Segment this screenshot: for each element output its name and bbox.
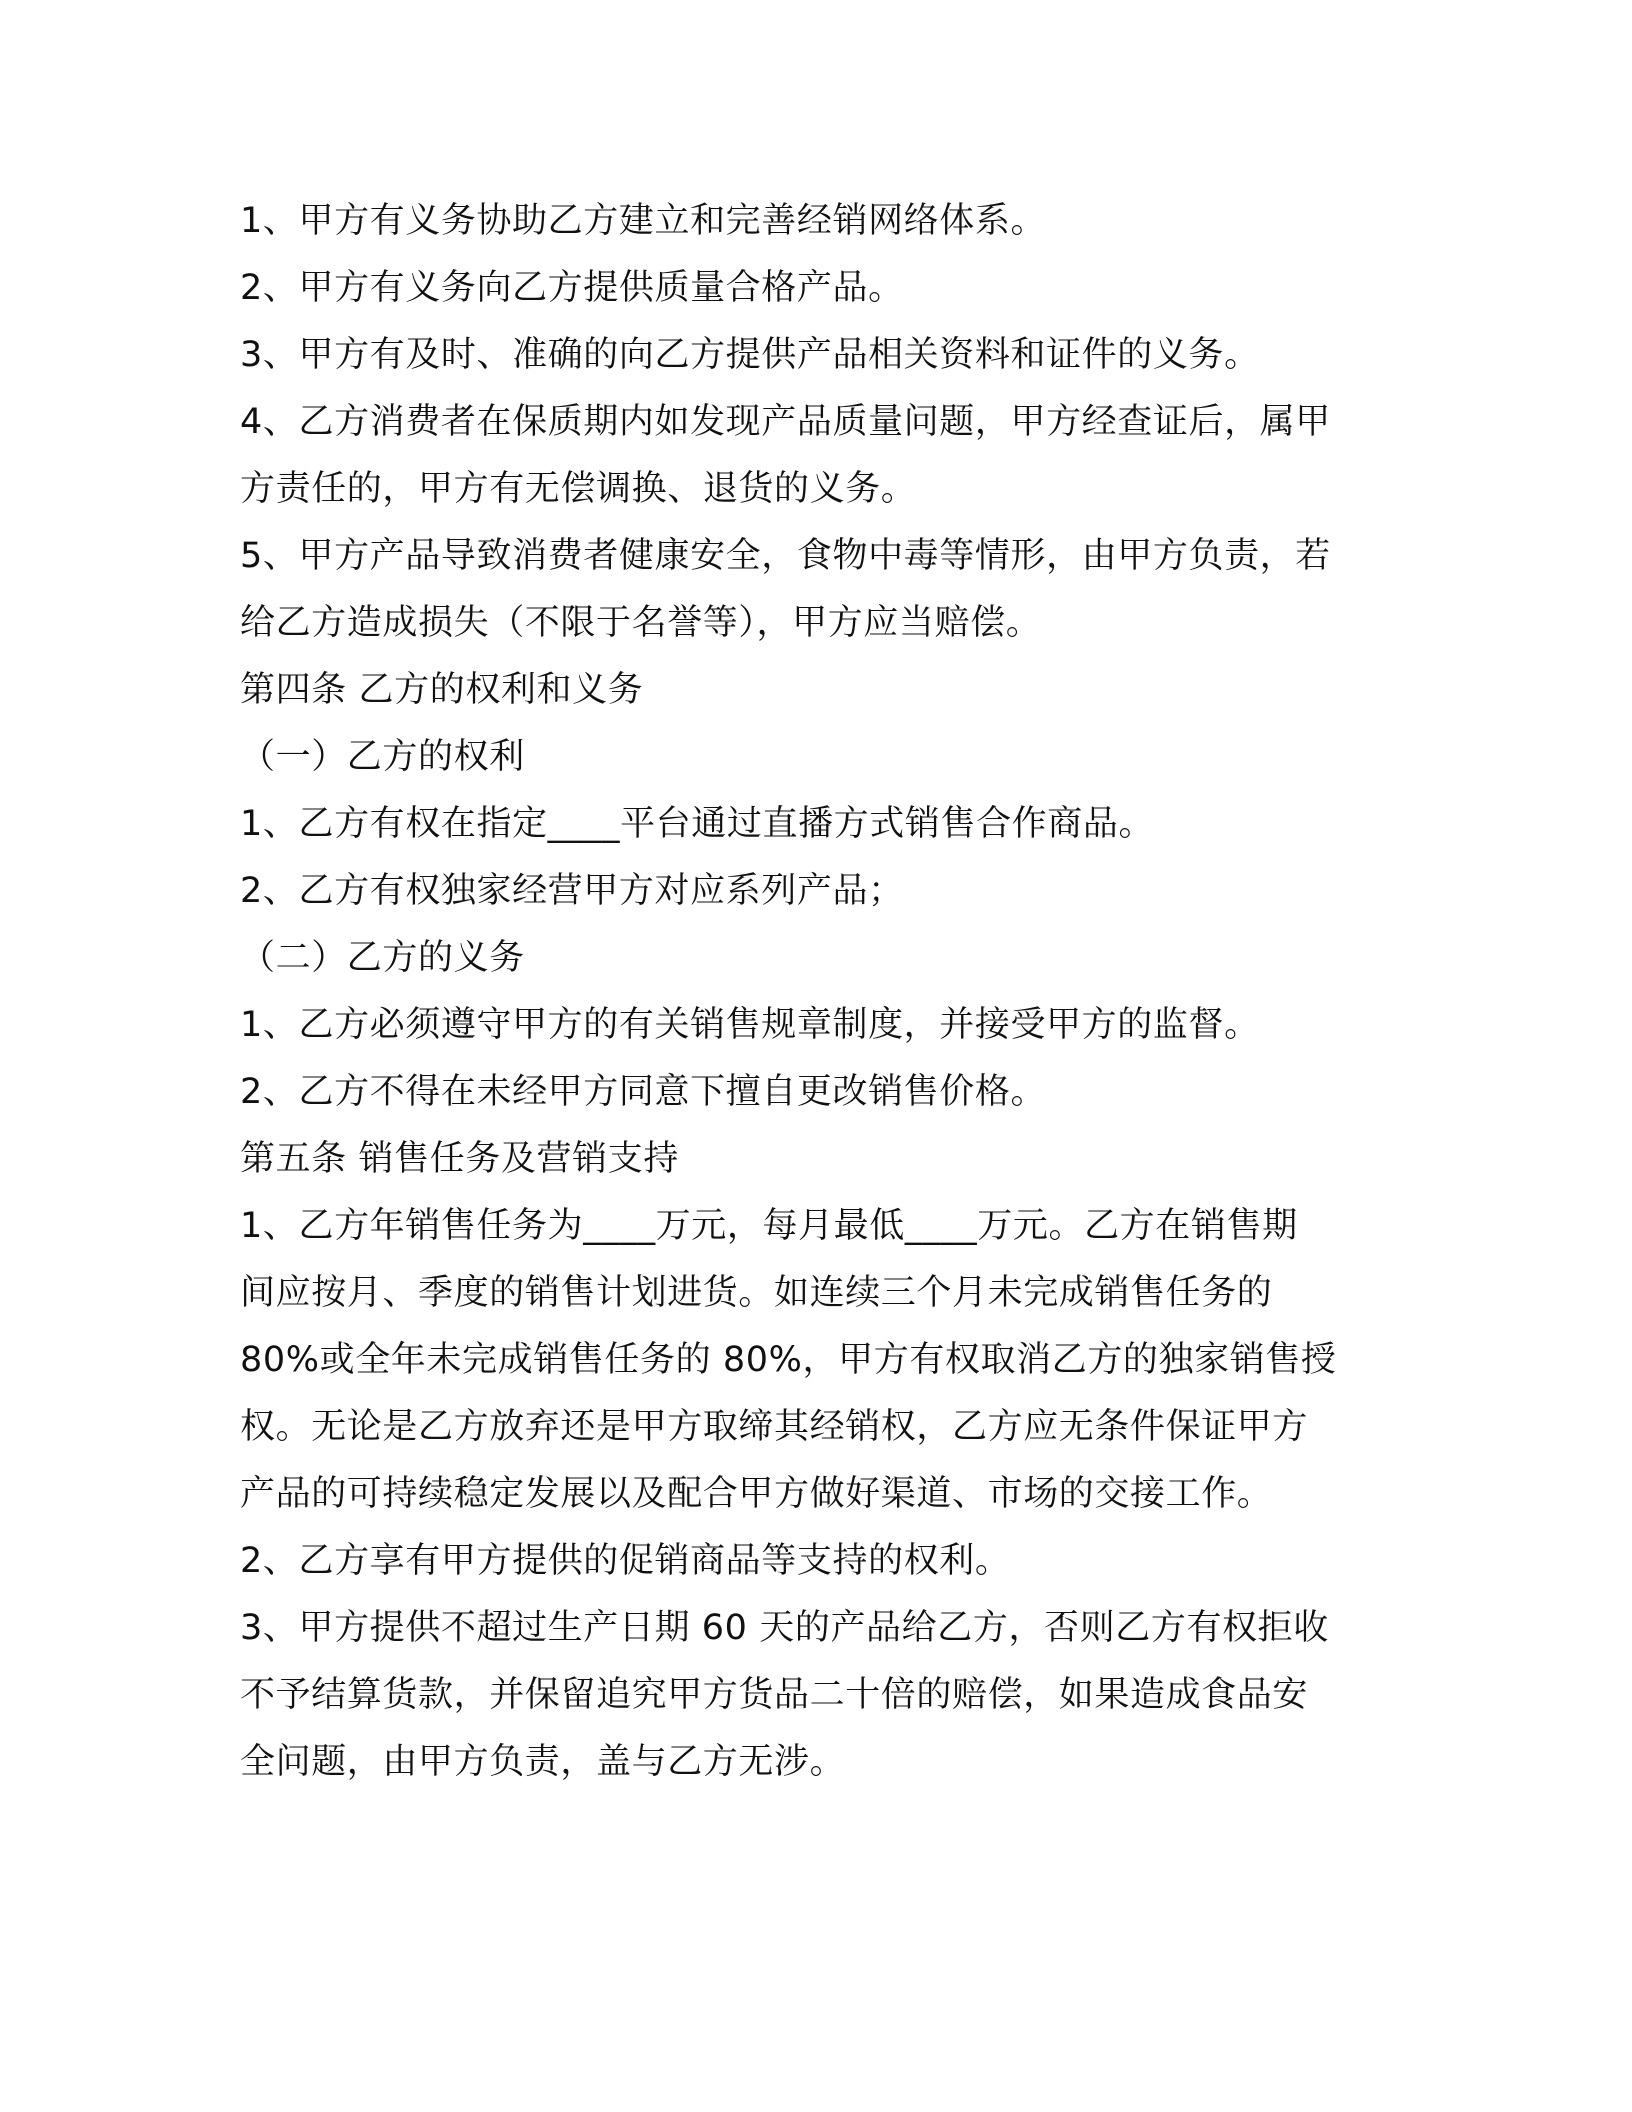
text-line: 2、乙方有权独家经营甲方对应系列产品； bbox=[240, 871, 904, 911]
text-line: 间应按月、季度的销售计划进货。如连续三个月未完成销售任务的 bbox=[240, 1273, 1273, 1313]
text-line: 给乙方造成损失（不限于名誉等），甲方应当赔偿。 bbox=[240, 603, 1042, 643]
text-line: 2、乙方不得在未经甲方同意下擅自更改销售价格。 bbox=[240, 1072, 1047, 1112]
subsection-heading: （二）乙方的义务 bbox=[240, 938, 525, 978]
text-line: 80%或全年未完成销售任务的 80%，甲方有权取消乙方的独家销售授 bbox=[240, 1340, 1337, 1380]
text-line: 方责任的，甲方有无偿调换、退货的义务。 bbox=[240, 469, 917, 509]
text-line: 3、甲方有及时、准确的向乙方提供产品相关资料和证件的义务。 bbox=[240, 335, 1260, 375]
section-heading: 第五条 销售任务及营销支持 bbox=[240, 1139, 679, 1179]
text-line: 不予结算货款，并保留追究甲方货品二十倍的赔偿，如果造成食品安 bbox=[240, 1675, 1309, 1715]
text-line: 1、乙方必须遵守甲方的有关销售规章制度，并接受甲方的监督。 bbox=[240, 1005, 1260, 1045]
text-line: 产品的可持续稳定发展以及配合甲方做好渠道、市场的交接工作。 bbox=[240, 1474, 1273, 1514]
text-line: 4、乙方消费者在保质期内如发现产品质量问题，甲方经查证后，属甲 bbox=[240, 402, 1331, 442]
text-line: 3、甲方提供不超过生产日期 60 天的产品给乙方，否则乙方有权拒收 bbox=[240, 1608, 1329, 1648]
text-line: 1、甲方有义务协助乙方建立和完善经销网络体系。 bbox=[240, 201, 1047, 241]
text-line: 2、甲方有义务向乙方提供质量合格产品。 bbox=[240, 268, 904, 308]
text-line: 2、乙方享有甲方提供的促销商品等支持的权利。 bbox=[240, 1541, 1011, 1581]
section-heading: 第四条 乙方的权利和义务 bbox=[240, 670, 644, 710]
subsection-heading: （一）乙方的权利 bbox=[240, 737, 525, 777]
text-line: 1、乙方年销售任务为____万元，每月最低____万元。乙方在销售期 bbox=[240, 1206, 1298, 1246]
text-line: 权。无论是乙方放弃还是甲方取缔其经销权，乙方应无条件保证甲方 bbox=[240, 1407, 1309, 1447]
text-line: 1、乙方有权在指定____平台通过直播方式销售合作商品。 bbox=[240, 804, 1155, 844]
text-line: 5、甲方产品导致消费者健康安全，食物中毒等情形，由甲方负责，若 bbox=[240, 536, 1331, 576]
document-body bbox=[240, 188, 1400, 1796]
text-line: 全问题，由甲方负责，盖与乙方无涉。 bbox=[240, 1742, 846, 1782]
